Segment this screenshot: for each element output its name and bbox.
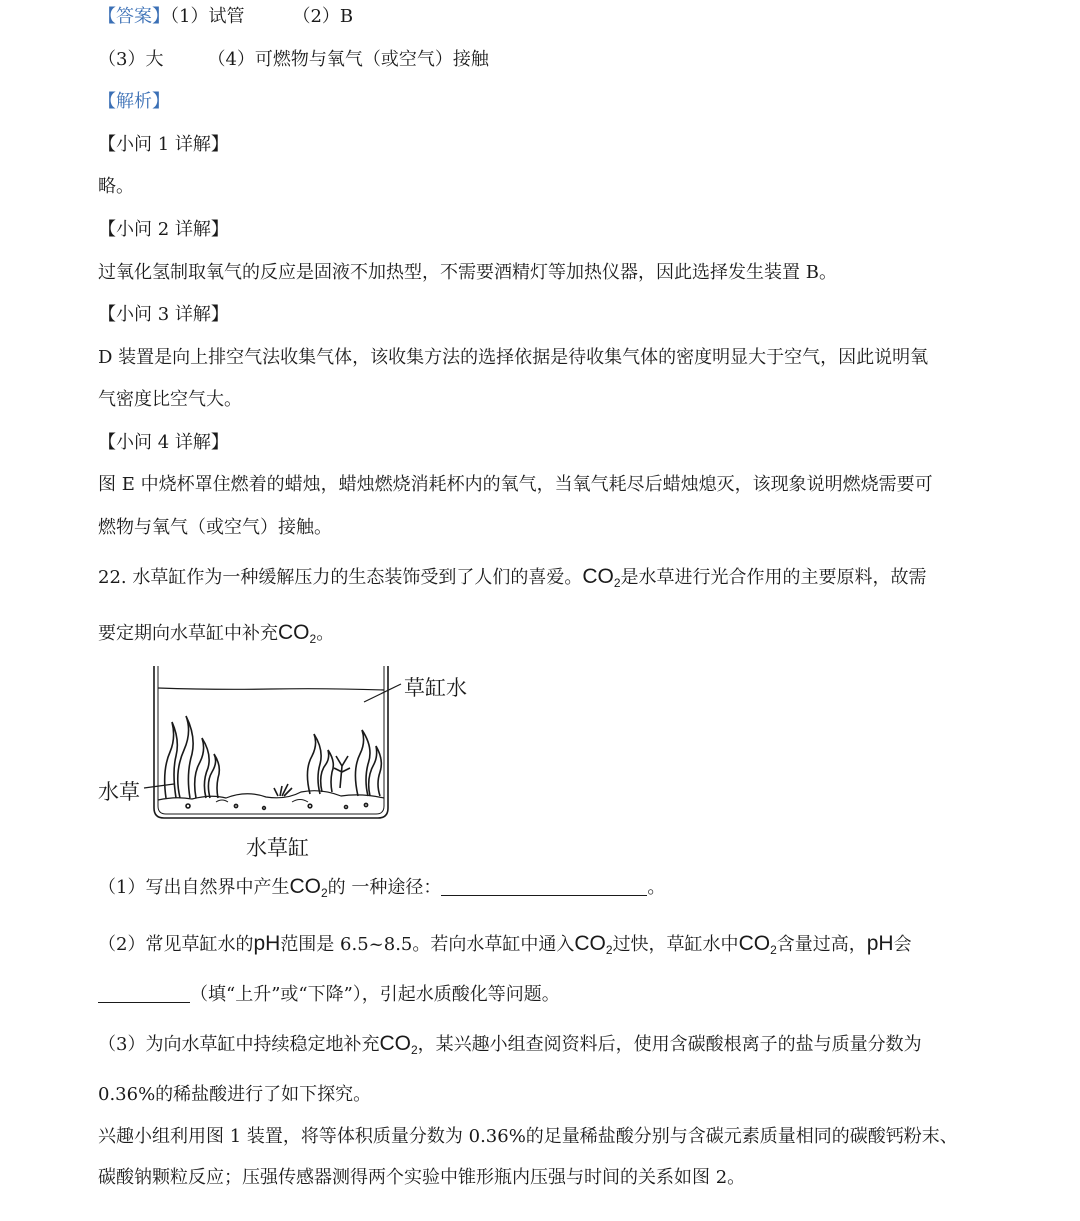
label-water-plant: 水草 (98, 780, 140, 804)
answer-blank-1[interactable] (441, 877, 647, 896)
co2-formula: $CO_2$ (289, 875, 328, 900)
figure-caption: 水草缸 (246, 836, 309, 860)
answer-line-1 (98, 4, 353, 30)
answer-tag: 【答案】 (98, 6, 170, 27)
sub2-text: 过氧化氢制取氧气的反应是固液不加热型，不需要酒精灯等加热仪器，因此选择发生装置 B。 (98, 262, 837, 283)
sub4-text-2: 燃物与氧气（或空气）接触。 (98, 517, 332, 538)
aquarium-figure (96, 660, 486, 860)
q22-line-2: 要定期向水草缸中补充$CO_2$。 (98, 621, 335, 646)
co2-formula: $CO_2$ (379, 1032, 418, 1057)
co2-formula: $CO_2$ (574, 932, 613, 957)
q22-intro-cont: 是水草进行光合作用的主要原料，故需 (620, 567, 927, 588)
co2-formula: $CO_2$ (582, 565, 621, 590)
co2-formula: $CO_2$ (738, 932, 777, 957)
part3-line-4: 碳酸钠颗粒反应；压强传感器测得两个实验中锥形瓶内压强与时间的关系如图 2。 (98, 1167, 746, 1188)
q22-intro: 22. 水草缸作为一种缓解压力的生态装饰受到了人们的喜爱。 (98, 567, 583, 588)
co2-formula: $CO_2$ (278, 621, 317, 646)
sub1-text: 略。 (98, 176, 134, 197)
sub3-header: 【小问 3 详解】 (98, 304, 229, 325)
answer-q3: （3）大 (98, 49, 164, 70)
part3-line-2: 0.36%的稀盐酸进行了如下探究。 (98, 1084, 372, 1105)
answer-blank-2[interactable] (98, 984, 190, 1003)
sub4-text-1: 图 E 中烧杯罩住燃着的蜡烛，蜡烛燃烧消耗杯内的氧气，当氧气耗尽后蜡烛熄灭，该现象说明燃烧需要可 (98, 474, 933, 495)
sub3-text-1: D 装置是向上排空气法收集气体，该收集方法的选择依据是待收集气体的密度明显大于空气，因此说明氧 (98, 347, 929, 368)
part3-line-3: 兴趣小组利用图 1 装置，将等体积质量分数为 0.36%的足量稀盐酸分别与含碳元素质量相同的碳酸钙粉末、 (98, 1126, 958, 1147)
part2-line-1: （2）常见草缸水的pH范围是 6.5~8.5。若向水草缸中通入$CO_2$过快，草缸水中$CO_2$含量过高，pH会 (98, 932, 912, 957)
part2-line-2: （填“上升”或“下降”），引起水质酸化等问题。 (98, 982, 560, 1008)
sub4-header: 【小问 4 详解】 (98, 432, 229, 453)
analysis-tag: 【解析】 (98, 91, 170, 112)
ph-symbol: pH (253, 932, 281, 955)
sub1-header: 【小问 1 详解】 (98, 134, 229, 155)
q22-line-1 (98, 564, 927, 596)
answer-line-2 (98, 47, 489, 73)
part3-line-1: （3）为向水草缸中持续稳定地补充$CO_2$，某兴趣小组查阅资料后，使用含碳酸根离子的盐与质量分数为 (98, 1032, 922, 1057)
sub2-header: 【小问 2 详解】 (98, 219, 229, 240)
label-tank-water: 草缸水 (404, 676, 467, 700)
part1-line: （1）写出自然界中产生$CO_2$的 一种途径： 。 (98, 875, 666, 900)
answer-q1: （1）试管 (170, 6, 245, 27)
answer-q4: （4）可燃物与氧气（或空气）接触 (207, 49, 489, 70)
sub3-text-2: 气密度比空气大。 (98, 389, 242, 410)
answer-q2: （2）B (292, 6, 354, 27)
ph-symbol: pH (866, 932, 894, 955)
